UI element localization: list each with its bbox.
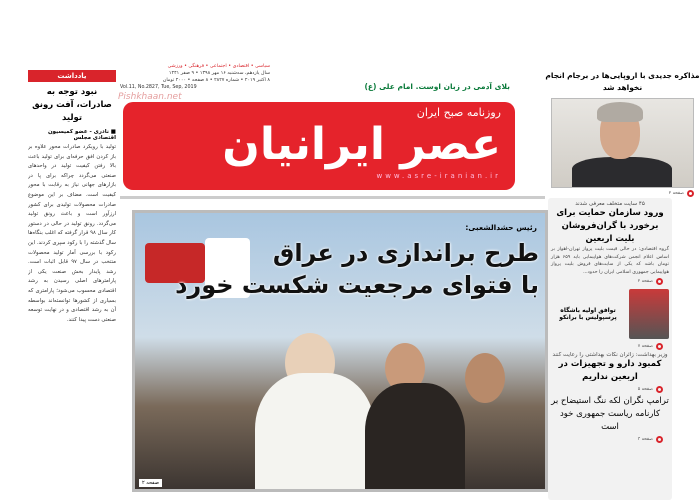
main-story-photo[interactable]	[132, 210, 548, 492]
arrow-icon	[656, 343, 663, 350]
divider	[120, 196, 545, 199]
top-right-story[interactable]	[545, 70, 700, 199]
issue-volume: Vol.11, No.2827, Tue, Sep, 2019	[120, 85, 197, 90]
editorial-title[interactable]: نبود توجه به صادرات، آفت رونق تولید	[32, 87, 112, 123]
watermark: Pishkhaan.net	[118, 92, 182, 102]
daily-quote: بلای آدمی در زبان اوست. امام علی (ع)	[364, 82, 510, 91]
page-ref: صفحه ۲	[139, 479, 162, 487]
right-news-column	[548, 198, 672, 500]
page-ref: صفحه ۲	[557, 278, 663, 285]
masthead-logo[interactable]	[123, 102, 515, 190]
coach-photo	[629, 289, 669, 339]
masthead-subtitle: روزنامه صبح ایران	[416, 106, 501, 119]
issue-number: ۸ اکتبر ۲۰۱۹ • شماره ۲۸۲۷ • ۸ صفحه • ۲۰۰۰ تومان	[162, 78, 270, 83]
arrow-icon	[656, 436, 663, 443]
page-ref: صفحه ۷	[557, 343, 663, 350]
page-ref: صفحه ۲	[551, 190, 694, 197]
story-trump[interactable]: ترامپ نگران لکه ننگ استیضاح بر کارنامه ریاست جمهوری خود است صفحه ۳	[551, 396, 669, 442]
editorial-author: ■ نادری - عضو کمیسیون اقتصادی مجلس	[47, 129, 116, 141]
page-ref: صفحه ۳	[557, 436, 663, 443]
main-kicker: رئیس حشدالشعبی:	[465, 223, 537, 232]
page-ref: صفحه ۵	[557, 386, 663, 393]
main-headline: طرح براندازی در عراق با فتوای مرجعیت شکست خورد	[175, 239, 539, 299]
editorial-body: تولید با رویکرد صادرات محور علاوه بر باز کردن افق حرفه‌ای برای تولید باعث بالا رفتن کیفیت تولید در واحدهای صنعتی می‌گردد چراکه برای پا در بازارهای جهانی نیاز به رقابت با محور کیفیت است. مضاف بر این موضوع صادرات محصولات تولیدی برای کشور ارزآور است و باعث رونق تولید می‌گردد. رونق تولید در حالی در دستور کار سال ۹۸ قرار گرفته که اغلب بنگاه‌ها سال گذشته را با رکود سپری کردند. این رکود با بررسی آمار تولید محصولات منتخب در سال ۹۷ قابل اثبات است. رشد پایدار بخش صنعت یکی از پارامترهای اصلی رسیدن به رشد اقتصادی محسوب می‌شود؛ پارامتری که بسیاری از کشورها توانسته‌اند بواسطه آن به رشد اقتصادی و در نهایت توسعه صنعتی دست پیدا کنند.	[28, 144, 116, 323]
story-arbaeen-health[interactable]: وزیر بهداشت: زائران نکات بهداشتی را رعایت کنند کمبود دارو و تجهیزات در اربعین نداریم صفحه ۵	[552, 352, 668, 392]
arrow-icon	[687, 190, 694, 197]
arrow-icon	[656, 386, 663, 393]
portrait-photo	[551, 98, 694, 188]
masthead-url: www.asre-iranian.ir	[376, 172, 501, 180]
masthead-title: عصر ایرانیان	[222, 119, 501, 170]
editorial-tag: یادداشت	[28, 70, 116, 82]
story-ticket-prices[interactable]: ۴۵ سایت متخلف معرفی شدند ورود سازمان حمایت برای برخورد با گران‌فروشان بلیت اربعین گروه اقتصادی: در حالی قیمت بلیت پرواز تهران-اهواز بر اساس اعلام انجمن شرکت‌های هواپیمایی باید ۶۵۹ هزار تومان باشد که یکی از سایت‌های فروش بلیت پرواز هواپیمایی جمهوری اسلامی ایران را حدود... صفحه ۲	[551, 201, 669, 284]
story-persepolis[interactable]: توافق اولیه باشگاه پرسپولیس با برانکو	[551, 289, 669, 339]
categories: سیاسی • اقتصادی • اجتماعی • فرهنگی • ورزشی	[167, 64, 270, 69]
issue-date: سال یازدهم، سه‌شنبه ۱۶ مهر ۱۳۹۸ • ۹ صفر ۱۴۴۱	[168, 71, 270, 76]
arrow-icon	[656, 278, 663, 285]
issue-meta	[120, 63, 270, 91]
top-right-title: مذاکره جدیدی با اروپایی‌ها در برجام انجام نخواهد شد	[545, 71, 700, 92]
editorial-column	[28, 70, 116, 500]
